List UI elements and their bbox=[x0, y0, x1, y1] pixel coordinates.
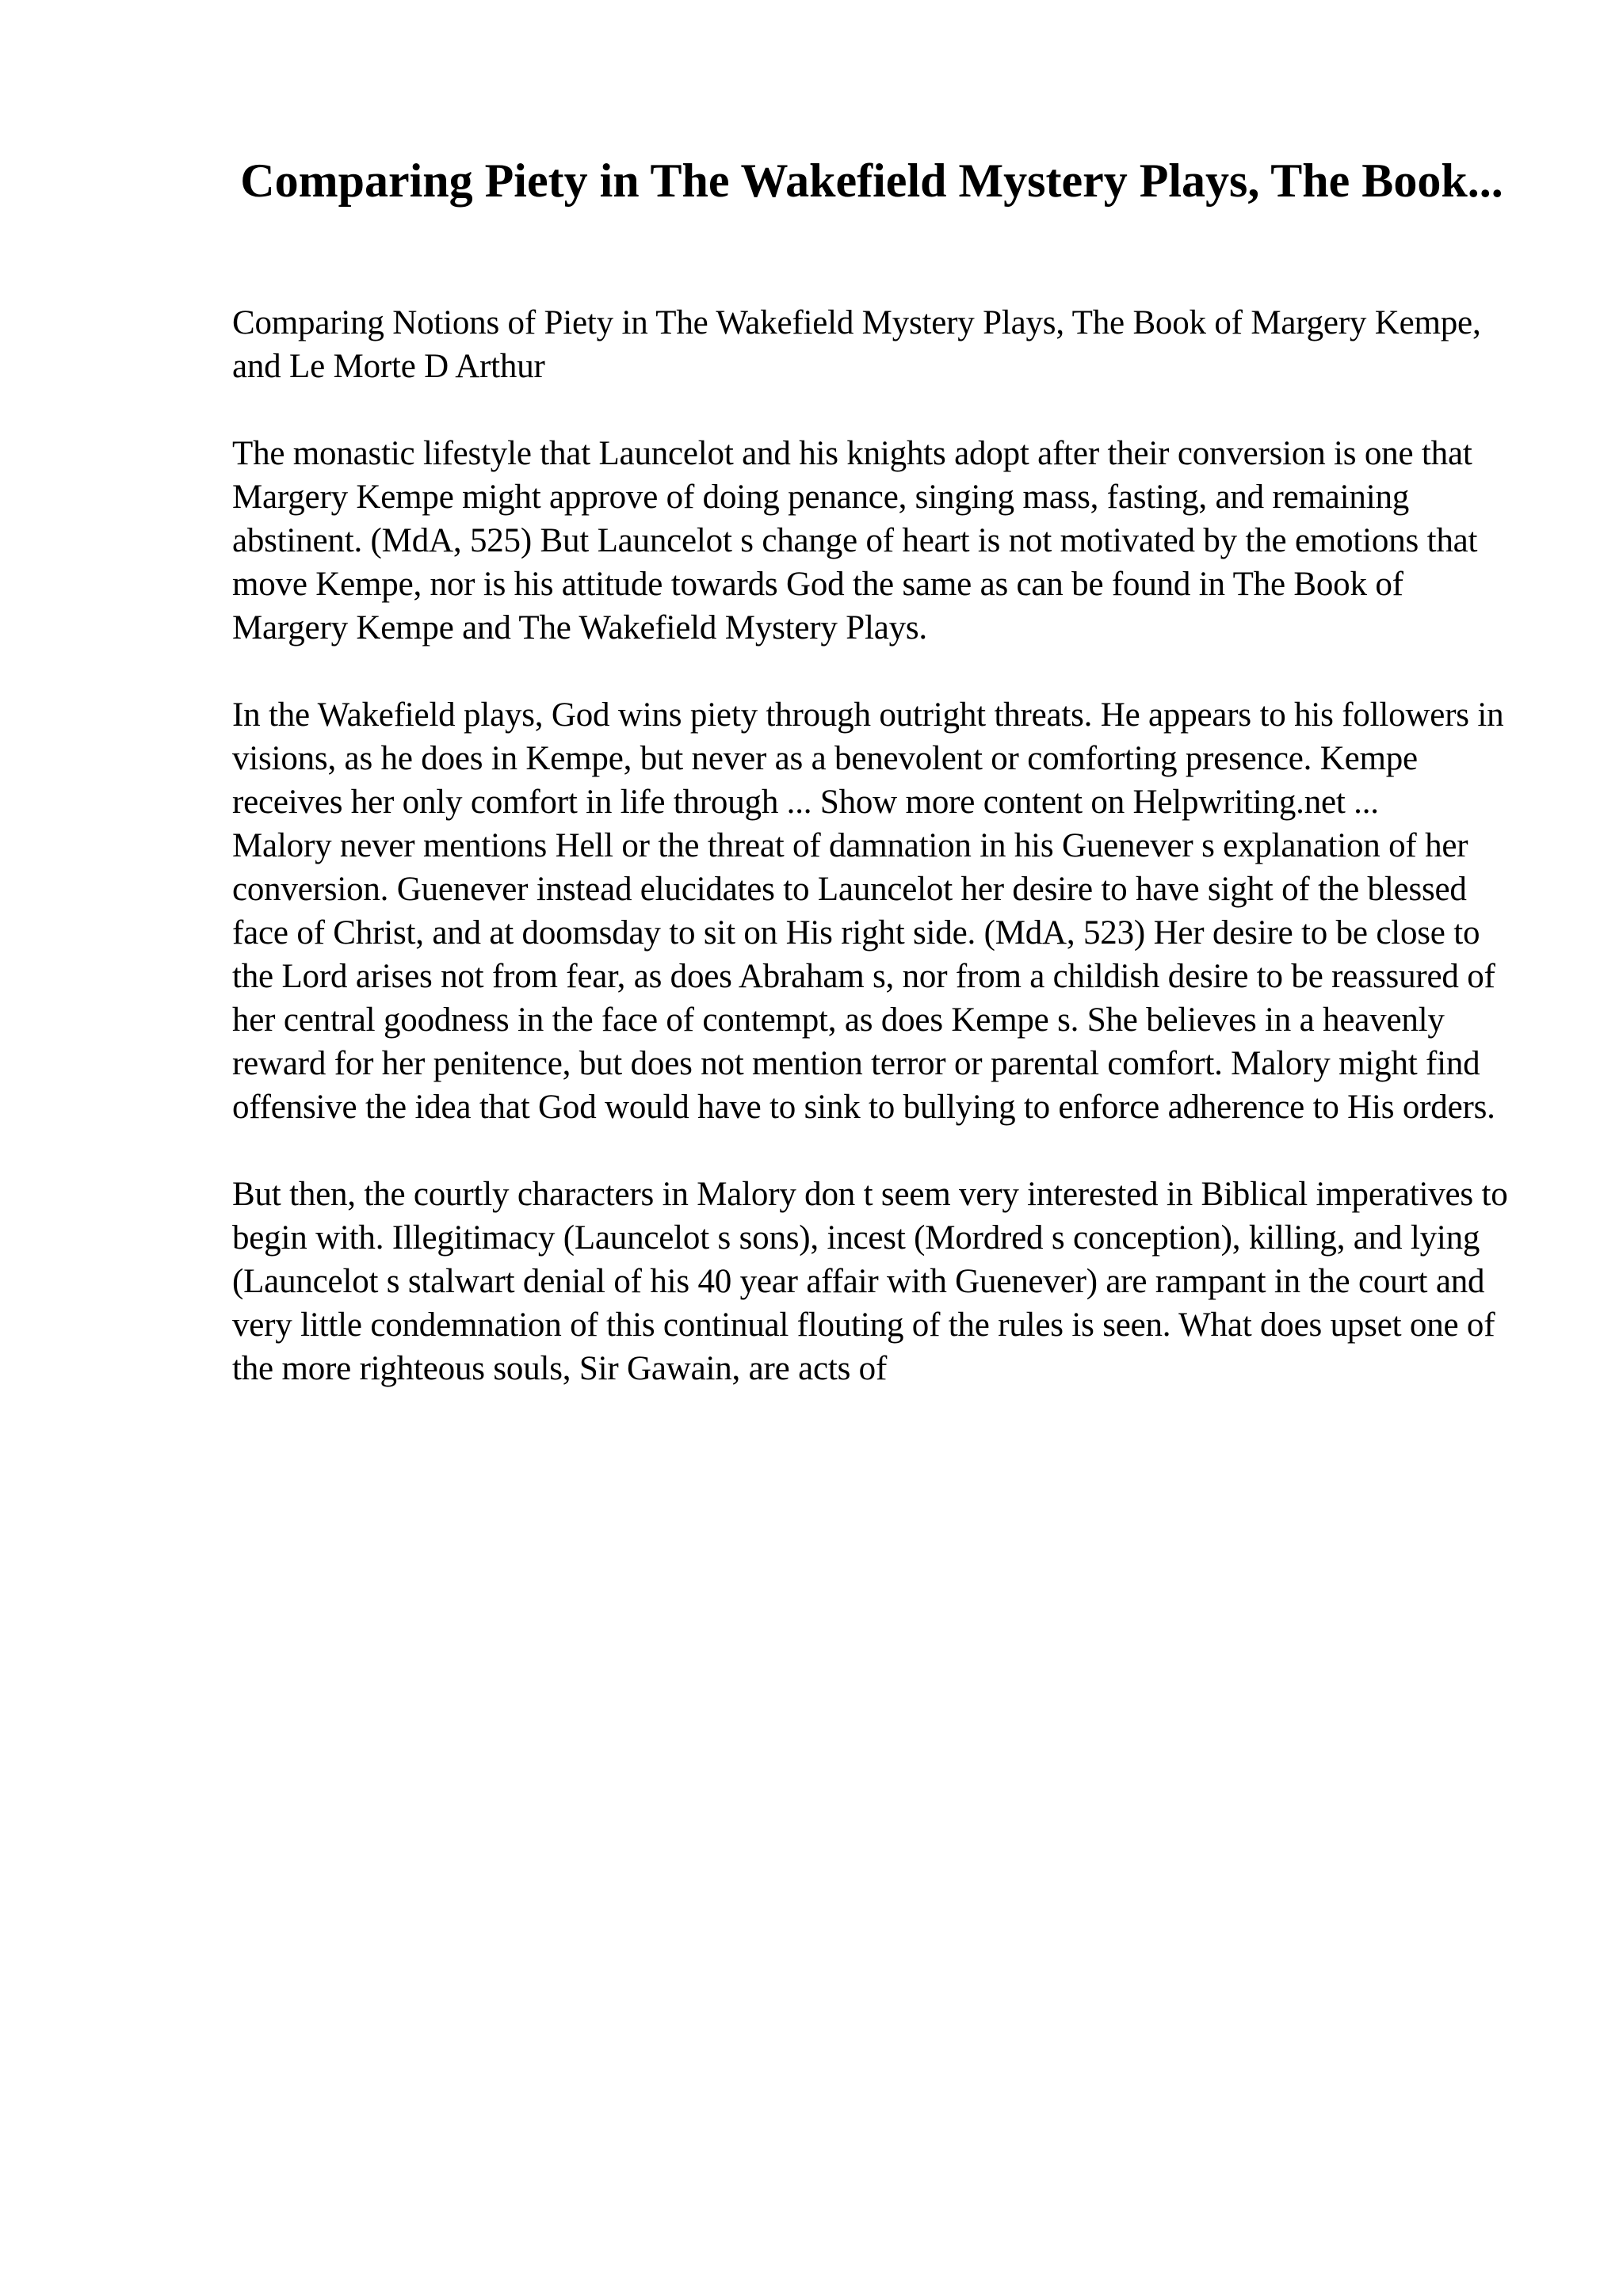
document-body bbox=[232, 301, 1516, 1390]
paragraph-courtly-characters: But then, the courtly characters in Malory don t seem very interested in Biblical imperatives to begin with. Illegitimacy (Launcelot s sons), incest (Mordred s conception), killing, and lying (Launcelot s stalwart denial of his 40 year affair with Guenever) are rampant in the court and very little condemnation of this continual flouting of the rules is seen. What does upset one of the more righteous souls, Sir Gawain, are acts of bbox=[232, 1176, 1508, 1387]
paragraph-intro: Comparing Notions of Piety in The Wakefield Mystery Plays, The Book of Margery Kempe, and Le Morte D Arthur bbox=[232, 304, 1481, 385]
paragraph-wakefield-plays: In the Wakefield plays, God wins piety through outright threats. He appears to his followers in visions, as he does in Kempe, but never as a benevolent or comforting presence. Kempe receives her only comfort in life through ... Show more content on Helpwriting.net ... bbox=[232, 696, 1504, 821]
document-title: Comparing Piety in The Wakefield Mystery Plays, The Book... bbox=[240, 154, 1503, 207]
paragraph-monastic-lifestyle: The monastic lifestyle that Launcelot and his knights adopt after their conversion is one that Margery Kempe might approve of doing penance, singing mass, fasting, and remaining abstinent. (MdA, 525) But Launcelot s change of heart is not motivated by the emotions that move Kempe, nor is his attitude towards God the same as can be found in The Book of Margery Kempe and The Wakefield Mystery Plays. bbox=[232, 435, 1478, 646]
paragraph-malory-guenever: Malory never mentions Hell or the threat of damnation in his Guenever s explanation of her conversion. Guenever instead elucidates to Launcelot her desire to have sight of the blessed face of Christ, and at doomsday to sit on His right side. (MdA, 523) Her desire to be close to the Lord arises not from fear, as does Abraham s, nor from a childish desire to be reassured of her central goodness in the face of contempt, as does Kempe s. She believes in a heavenly reward for her penitence, but does not mention terror or parental comfort. Malory might find offensive the idea that God would have to sink to bullying to enforce adherence to His orders. bbox=[232, 827, 1495, 1126]
